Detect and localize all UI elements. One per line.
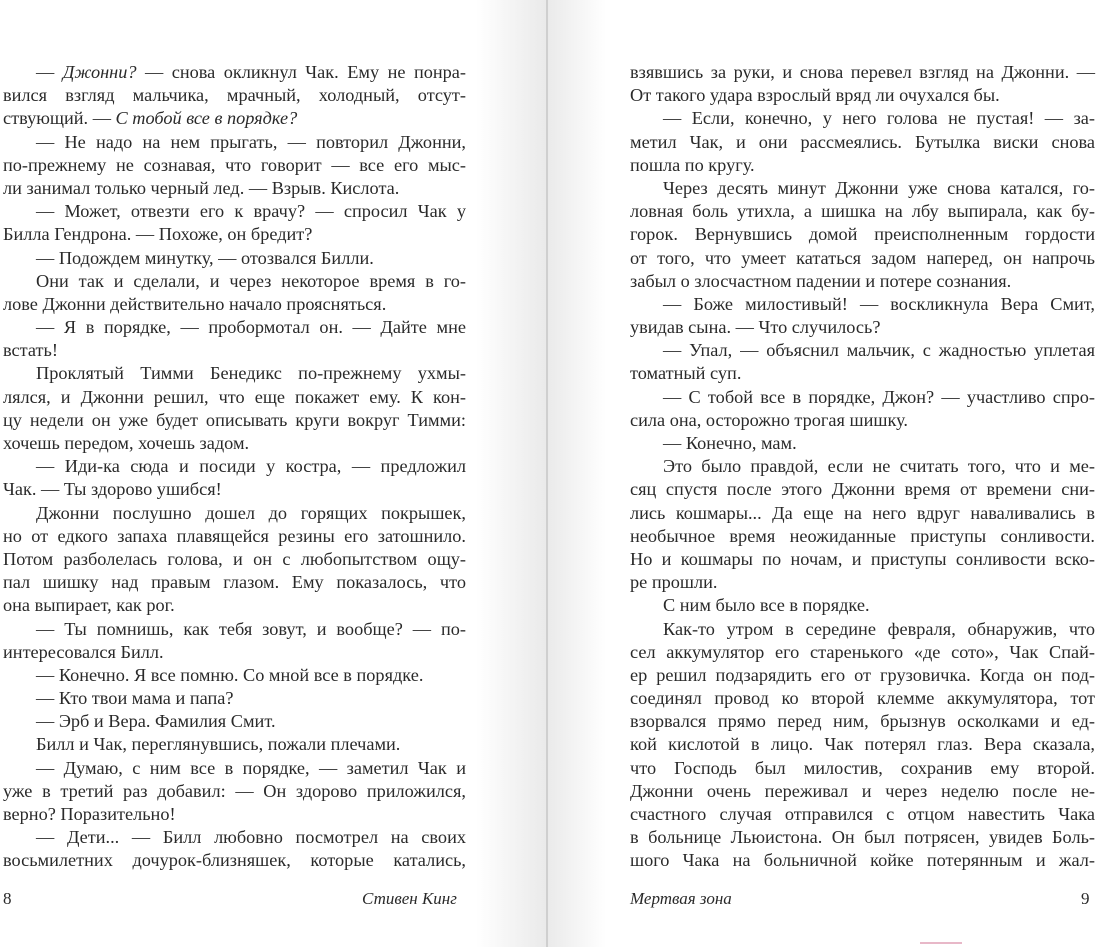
text-line bbox=[630, 362, 1095, 385]
text-line bbox=[3, 618, 466, 641]
text-line bbox=[3, 478, 466, 501]
text-line bbox=[3, 525, 466, 548]
text-line bbox=[3, 664, 466, 687]
text-segment: встать! bbox=[3, 340, 58, 361]
text-segment: Билл и Чак, переглянувшись, пожали плечами. bbox=[36, 734, 401, 755]
text-line bbox=[3, 409, 466, 432]
text-segment: взорвался прямо перед ним, брызнув осколками и ед- bbox=[630, 711, 1095, 732]
text-line bbox=[3, 432, 466, 455]
text-line bbox=[3, 687, 466, 710]
text-segment: — Боже милостивый! — воскликнула Вера Смит, bbox=[663, 293, 1095, 314]
text-line bbox=[630, 154, 1095, 177]
text-segment: — Конечно. Я все помню. Со мной все в порядке. bbox=[36, 664, 424, 685]
text-segment: ер решил подзарядить его от грузовичка. Когда он под- bbox=[630, 664, 1095, 685]
text-segment: ли занимал только черный лед. — Взрыв. Кислота. bbox=[3, 177, 400, 198]
text-segment: лись кошмары... Да еще на него вдруг наваливались в bbox=[630, 502, 1095, 523]
text-line bbox=[630, 61, 1095, 84]
text-line bbox=[630, 455, 1095, 478]
text-line bbox=[630, 618, 1095, 641]
text-line bbox=[630, 84, 1095, 107]
text-segment: сел аккумулятор его старенького «де сото», Чак Спай- bbox=[630, 641, 1095, 662]
text-segment: уже в третий раз добавил: — Он здорово приложился, bbox=[3, 780, 466, 801]
text-segment: восьмилетних дочурок-близняшек, которые катались, bbox=[3, 850, 466, 871]
text-line bbox=[630, 270, 1095, 293]
text-segment: соединял провод ко второй клемме аккумулятора, тот bbox=[630, 688, 1095, 709]
page-number: 9 bbox=[1081, 889, 1090, 908]
text-line bbox=[630, 525, 1095, 548]
text-line bbox=[630, 131, 1095, 154]
text-line bbox=[3, 757, 466, 780]
text-line bbox=[630, 107, 1095, 130]
text-segment: ловная боль утихла, а шишка на лбу выпирала, как бу- bbox=[630, 201, 1095, 222]
text-segment: Они так и сделали, и через некоторое время в го- bbox=[36, 270, 466, 291]
text-line bbox=[630, 641, 1095, 664]
text-segment: сяц спустя после этого Джонни время от времени сни- bbox=[630, 479, 1095, 500]
text-segment: — Если, конечно, у него голова не пустая! — за- bbox=[663, 108, 1095, 129]
text-line bbox=[3, 316, 466, 339]
gutter-shadow bbox=[546, 0, 606, 947]
text-line bbox=[630, 710, 1095, 733]
left-page-text bbox=[3, 61, 466, 873]
text-segment: — Эрб и Вера. Фамилия Смит. bbox=[36, 711, 276, 732]
text-segment: — Может, отвезти его к врачу? — спросил Чак у bbox=[36, 201, 466, 222]
text-line bbox=[630, 594, 1095, 617]
italic-text: Джонни? bbox=[62, 62, 137, 82]
text-line bbox=[3, 641, 466, 664]
text-segment: счастного случая отправился с отцом навестить Чака bbox=[630, 804, 1095, 824]
text-line bbox=[630, 733, 1095, 756]
page-marker bbox=[920, 942, 962, 944]
text-line bbox=[3, 733, 466, 756]
text-line bbox=[3, 247, 466, 270]
text-segment: — Кто твои мама и папа? bbox=[36, 688, 234, 709]
text-line bbox=[3, 200, 466, 223]
text-segment: Потом разболелась голова, и он с любопытством ощу- bbox=[3, 548, 466, 569]
text-segment: — Иди-ка сюда и посиди у костра, — предложил bbox=[36, 456, 466, 477]
right-page-text bbox=[630, 61, 1095, 873]
text-line bbox=[3, 339, 466, 362]
text-segment: хочешь передом, хочешь задом. bbox=[3, 433, 250, 453]
text-segment: сила она, осторожно трогая шишку. bbox=[630, 409, 908, 430]
text-line bbox=[630, 502, 1095, 525]
text-line bbox=[3, 131, 466, 154]
text-line bbox=[630, 664, 1095, 687]
text-segment: — С тобой все в порядке, Джон? — участливо спро- bbox=[663, 386, 1095, 407]
right-page bbox=[546, 0, 1096, 947]
text-line bbox=[630, 386, 1095, 409]
text-line bbox=[3, 710, 466, 733]
text-line bbox=[630, 409, 1095, 432]
text-line bbox=[3, 571, 466, 594]
text-segment: С ним было все в порядке. bbox=[663, 595, 870, 616]
text-segment: цу недели он уже будет описывать круги вокруг Тимми: bbox=[3, 409, 466, 430]
text-segment: — bbox=[36, 62, 63, 82]
text-segment: горок. Вернувшись домой преисполненным гордости bbox=[630, 224, 1095, 245]
text-line bbox=[630, 849, 1095, 872]
text-segment: лялся, и Джонни решил, что еще покажет ему. К кон- bbox=[3, 386, 466, 407]
text-line bbox=[3, 177, 466, 200]
text-segment: Но и кошмары по ночам, и приступы сонливости вско- bbox=[630, 548, 1095, 569]
running-title: Мертвая зона bbox=[630, 889, 732, 908]
text-line bbox=[3, 223, 466, 246]
text-line bbox=[630, 247, 1095, 270]
text-line bbox=[630, 293, 1095, 316]
text-segment: пал шишку над правым глазом. Ему показалось, что bbox=[3, 572, 466, 593]
text-line bbox=[630, 826, 1095, 849]
text-segment: — Не надо на нем прыгать, — повторил Джонни, bbox=[36, 131, 466, 152]
text-segment: — Конечно, мам. bbox=[663, 433, 797, 453]
text-line bbox=[630, 780, 1095, 803]
text-segment: в больнице Льюистона. Он был потрясен, увидев Боль- bbox=[630, 827, 1095, 848]
text-segment: ствующий. — bbox=[3, 108, 116, 129]
text-segment: — снова окликнул Чак. Ему не понра- bbox=[136, 62, 466, 82]
text-line bbox=[3, 849, 466, 872]
text-segment: ре прошли. bbox=[630, 572, 718, 593]
text-segment: томатный суп. bbox=[630, 363, 742, 384]
text-line bbox=[630, 548, 1095, 571]
text-line bbox=[630, 223, 1095, 246]
text-line bbox=[630, 177, 1095, 200]
page-number: 8 bbox=[3, 889, 12, 908]
text-line bbox=[630, 757, 1095, 780]
text-line bbox=[630, 316, 1095, 339]
text-segment: интересовался Билл. bbox=[3, 641, 164, 662]
book-fold bbox=[546, 0, 548, 947]
text-line bbox=[3, 154, 466, 177]
text-line bbox=[3, 293, 466, 316]
text-line bbox=[3, 107, 466, 130]
text-segment: верно? Поразительно! bbox=[3, 804, 176, 824]
text-segment: — Дети... — Билл любовно посмотрел на своих bbox=[36, 827, 466, 848]
text-line bbox=[3, 594, 466, 617]
text-line bbox=[3, 548, 466, 571]
text-segment: взявшись за руки, и снова перевел взгляд на Джонни. — bbox=[630, 62, 1095, 82]
text-segment: вился взгляд мальчика, мрачный, холодный, отсут- bbox=[3, 85, 466, 106]
text-segment: пошла по кругу. bbox=[630, 154, 755, 175]
text-segment: но от едкого запаха плавящейся резины его затошнило. bbox=[3, 525, 466, 546]
text-line bbox=[630, 803, 1095, 826]
text-segment: лове Джонни действительно начало проясняться. bbox=[3, 293, 387, 314]
text-line bbox=[3, 61, 466, 84]
gutter-shadow bbox=[476, 0, 546, 947]
text-segment: по-прежнему не сознавая, что говорит — все его мыс- bbox=[3, 154, 466, 175]
text-segment: — Упал, — объяснил мальчик, с жадностью уплетая bbox=[663, 340, 1095, 361]
text-segment: Через десять минут Джонни уже снова катался, го- bbox=[663, 177, 1095, 198]
text-line bbox=[630, 200, 1095, 223]
text-segment: Проклятый Тимми Бенедикс по-прежнему ухмы- bbox=[36, 363, 466, 384]
text-segment: — Ты помнишь, как тебя зовут, и вообще? — по- bbox=[36, 618, 466, 639]
text-line bbox=[3, 270, 466, 293]
text-line bbox=[3, 455, 466, 478]
text-segment: забыл о злосчастном падении и потере сознания. bbox=[630, 270, 1012, 291]
text-line bbox=[630, 478, 1095, 501]
text-line bbox=[3, 386, 466, 409]
text-line bbox=[3, 803, 466, 826]
text-segment: необычное время неожиданные приступы сонливости. bbox=[630, 525, 1095, 546]
text-line bbox=[630, 432, 1095, 455]
text-line bbox=[3, 502, 466, 525]
text-segment: кой кислотой в лицо. Чак потерял глаз. Вера сказала, bbox=[630, 734, 1095, 755]
text-segment: Джонни послушно дошел до горящих покрышек, bbox=[36, 502, 466, 523]
text-segment: — Подождем минутку, — отозвался Билли. bbox=[36, 247, 374, 268]
text-segment: что Господь был милостив, сохранив ему второй. bbox=[630, 757, 1095, 778]
text-line bbox=[3, 826, 466, 849]
text-segment: — Думаю, с ним все в порядке, — заметил Чак и bbox=[36, 757, 466, 778]
text-segment: шого Чака на больничной койке потерянным и жал- bbox=[630, 850, 1095, 871]
text-line bbox=[3, 780, 466, 803]
text-segment: метил Чак, и они рассмеялись. Бутылка виски снова bbox=[630, 131, 1095, 152]
text-segment: увидав сына. — Что случилось? bbox=[630, 317, 881, 338]
running-title: Стивен Кинг bbox=[362, 889, 457, 908]
text-line bbox=[3, 84, 466, 107]
text-segment: Как-то утром в середине февраля, обнаружив, что bbox=[663, 618, 1095, 639]
text-segment: Джонни очень переживал и через неделю после не- bbox=[630, 780, 1095, 801]
text-segment: Билла Гендрона. — Похоже, он бредит? bbox=[3, 224, 313, 245]
text-segment: от того, что умеет кататься задом наперед, он напрочь bbox=[630, 247, 1095, 268]
left-page bbox=[0, 0, 546, 947]
text-segment: она выпирает, как рог. bbox=[3, 595, 175, 616]
text-segment: Чак. — Ты здорово ушибся! bbox=[3, 479, 222, 500]
text-segment: Это было правдой, если не считать того, что и ме- bbox=[663, 456, 1095, 477]
text-segment: От такого удара взрослый вряд ли очухался бы. bbox=[630, 85, 1000, 106]
text-line bbox=[630, 339, 1095, 362]
text-line bbox=[630, 687, 1095, 710]
italic-text: С тобой все в порядке? bbox=[115, 108, 298, 129]
text-line bbox=[3, 362, 466, 385]
text-line bbox=[630, 571, 1095, 594]
text-segment: — Я в порядке, — пробормотал он. — Дайте мне bbox=[36, 317, 466, 338]
